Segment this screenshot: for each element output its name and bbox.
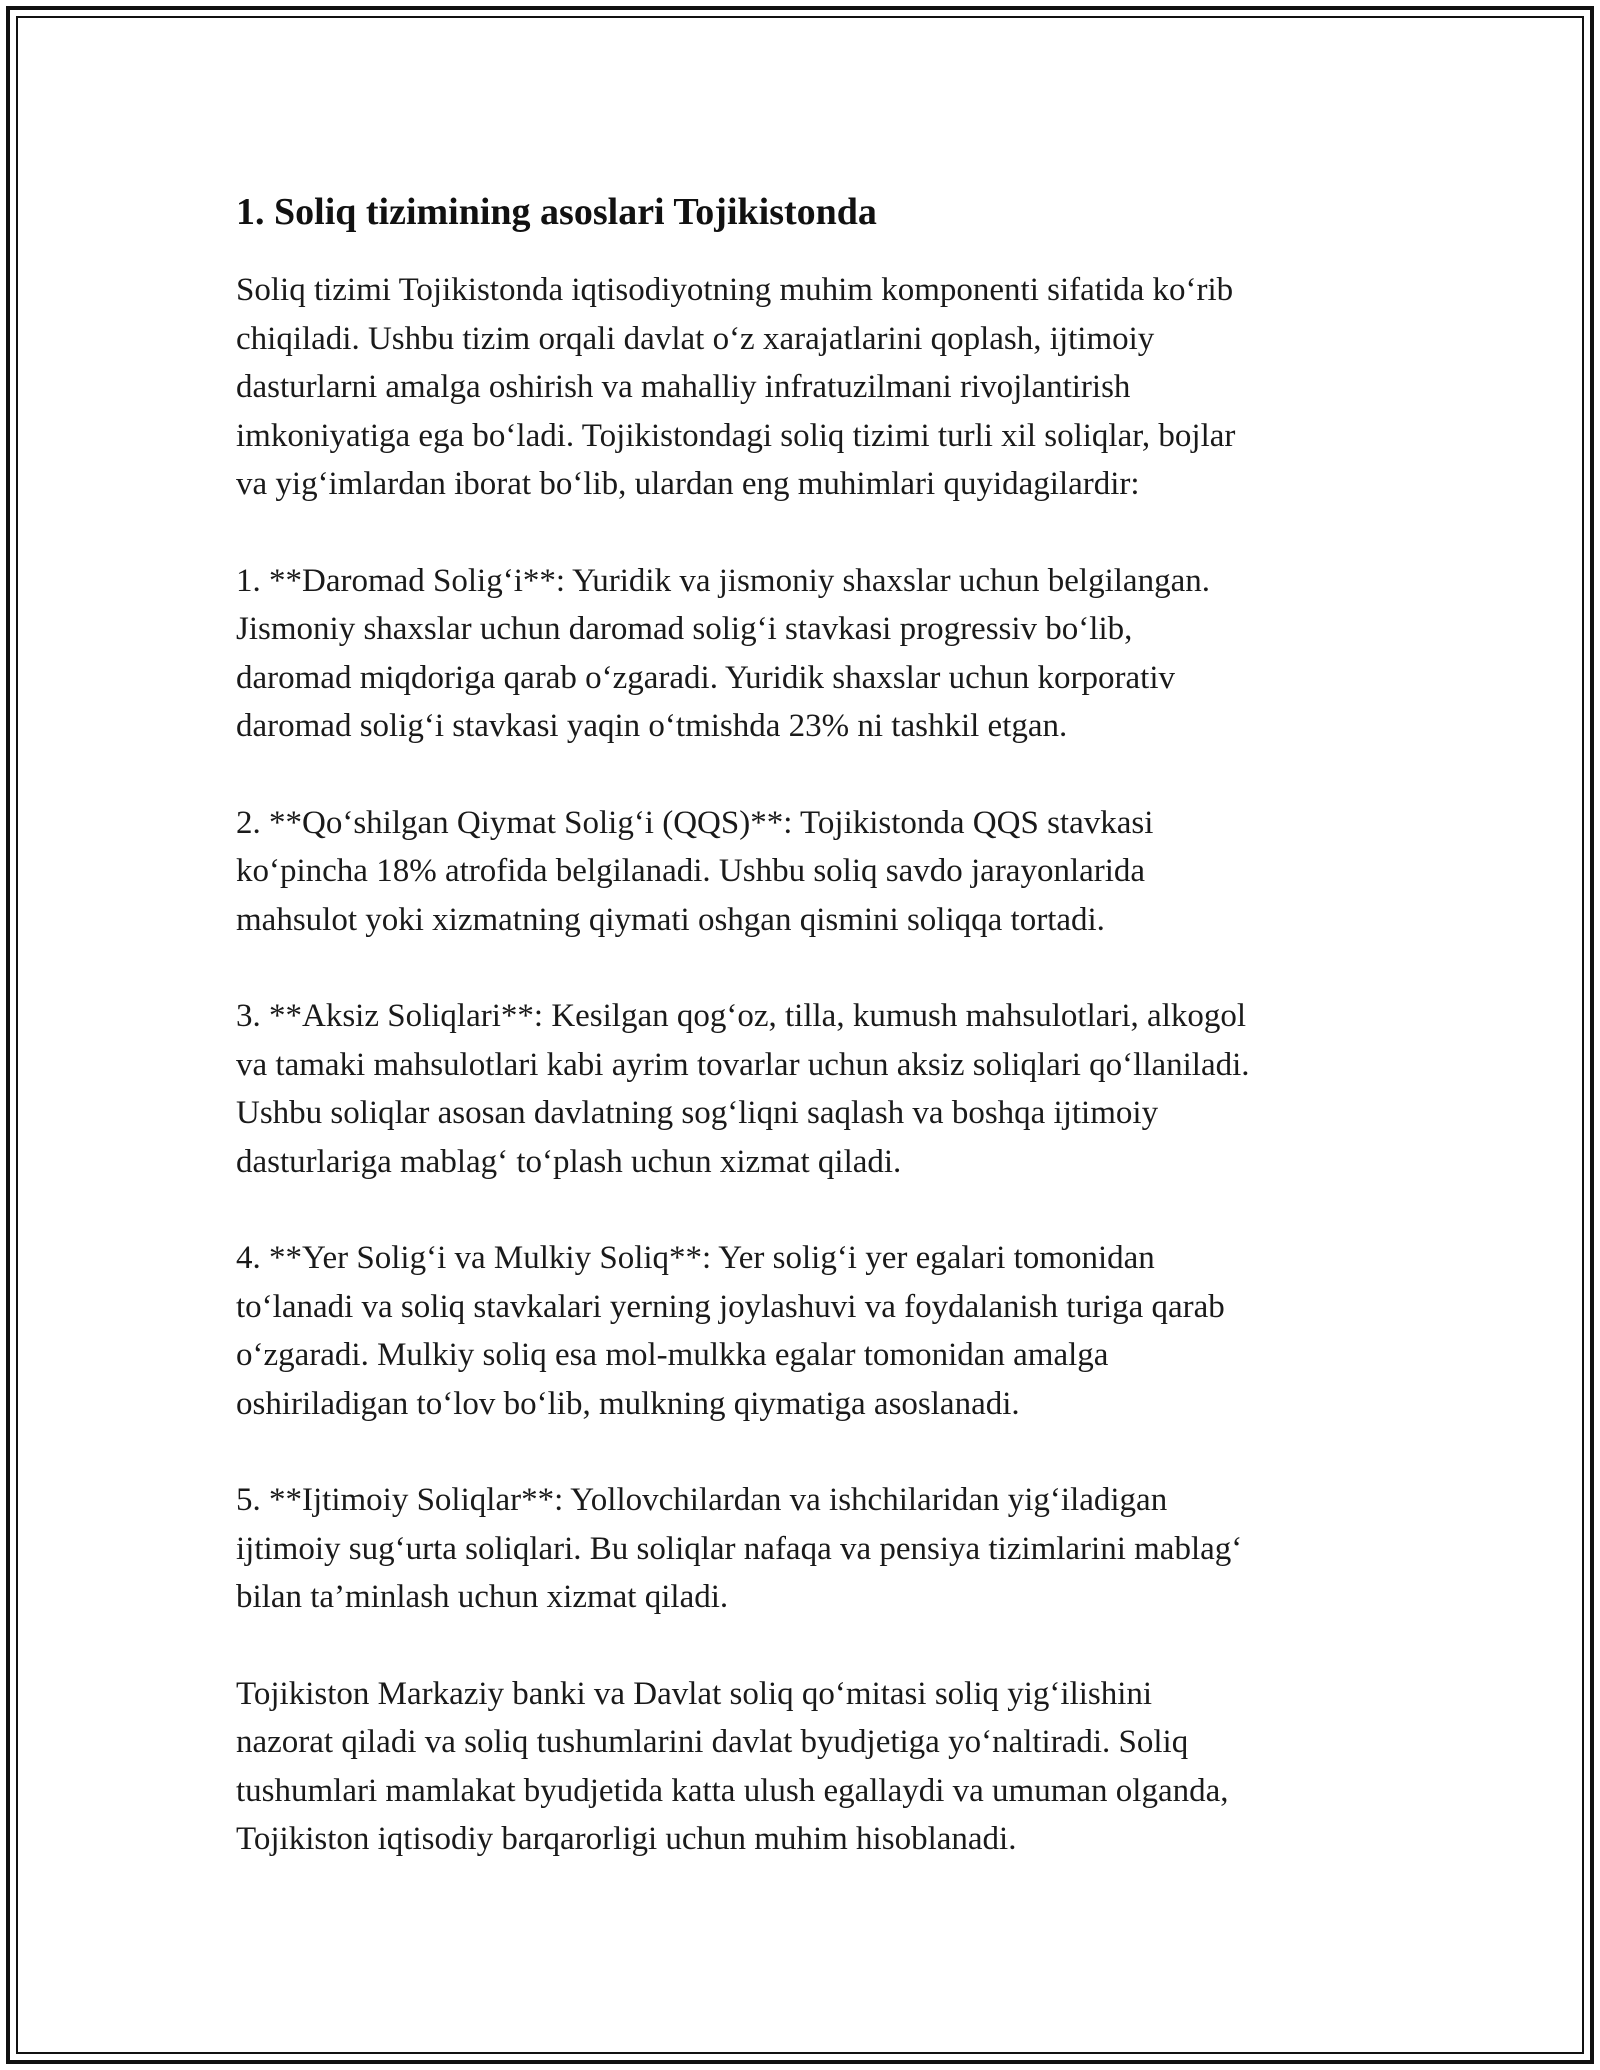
list-item-income-tax: [236, 557, 1366, 751]
list-item-social-taxes: [236, 1476, 1366, 1622]
text-line: mahsulot yoki xizmatning qiymati oshgan qismini soliqqa tortadi.: [236, 901, 1105, 938]
text-line: 3. **Aksiz Soliqlari**: Kesilgan qog‘oz, tilla, kumush mahsulotlari, alkogol: [236, 998, 1247, 1034]
list-item-vat: [236, 799, 1366, 945]
intro-paragraph: [236, 266, 1366, 509]
list-item-land-property-tax: [236, 1234, 1366, 1428]
text-line: va yig‘imlardan iborat bo‘lib, ulardan eng muhimlari quyidagilardir:: [236, 466, 1140, 502]
text-line: 4. **Yer Solig‘i va Mulkiy Soliq**: Yer solig‘i yer egalari tomonidan: [236, 1240, 1155, 1276]
text-line: Soliq tizimi Tojikistonda iqtisodiyotning muhim komponenti sifatida ko‘rib: [236, 272, 1234, 308]
text-line: dasturlariga mablag‘ to‘plash uchun xizmat qiladi.: [236, 1143, 902, 1180]
text-line: bilan ta’minlash uchun xizmat qiladi.: [236, 1579, 729, 1615]
text-line: daromad solig‘i stavkasi yaqin o‘tmishda 23% ni tashkil etgan.: [236, 708, 1068, 744]
text-line: Tojikiston iqtisodiy barqarorligi uchun muhim hisoblanadi.: [236, 1821, 1017, 1857]
text-line: ko‘pincha 18% atrofida belgilanadi. Ushbu soliq savdo jarayonlarida: [236, 853, 1146, 889]
text-line: Ushbu soliqlar asosan davlatning sog‘liqni saqlash va boshqa ijtimoiy: [236, 1095, 1159, 1131]
text-line: Tojikiston Markaziy banki va Davlat soliq qo‘mitasi soliq yig‘ilishini: [236, 1675, 1153, 1712]
text-line: 2. **Qo‘shilgan Qiymat Solig‘i (QQS)**: Tojikistonda QQS stavkasi: [236, 804, 1154, 841]
text-line: oshiriladigan to‘lov bo‘lib, mulkning qiymatiga asoslanadi.: [236, 1385, 1020, 1422]
text-line: nazorat qiladi va soliq tushumlarini davlat byudjetiga yo‘naltiradi. Soliq: [236, 1724, 1189, 1760]
document-body: [236, 186, 1366, 1912]
text-line: to‘lanadi va soliq stavkalari yerning joylashuvi va foydalanish turiga qarab: [236, 1288, 1225, 1325]
text-line: daromad miqdoriga qarab o‘zgaradi. Yuridik shaxslar uchun korporativ: [236, 659, 1175, 696]
text-line: ijtimoiy sug‘urta soliqlari. Bu soliqlar nafaqa va pensiya tizimlarini mablag‘: [236, 1530, 1243, 1567]
text-line: chiqiladi. Ushbu tizim orqali davlat o‘z xarajatlarini qoplash, ijtimoiy: [236, 320, 1155, 357]
text-line: imkoniyatiga ega bo‘ladi. Tojikistondagi soliq tizimi turli xil soliqlar, bojlar: [236, 417, 1236, 454]
text-line: va tamaki mahsulotlari kabi ayrim tovarlar uchun aksiz soliqlari qo‘llaniladi.: [236, 1046, 1250, 1083]
text-line: tushumlari mamlakat byudjetida katta ulush egallaydi va umuman olganda,: [236, 1772, 1229, 1809]
document-title: 1. Soliq tizimining asoslari Tojikistonda: [236, 191, 877, 233]
text-line: 5. **Ijtimoiy Soliqlar**: Yollovchilardan va ishchilaridan yig‘iladigan: [236, 1482, 1168, 1518]
text-line: dasturlarni amalga oshirish va mahalliy infratuzilmani rivojlantirish: [236, 369, 1131, 405]
text-line: o‘zgaradi. Mulkiy soliq esa mol-mulkka egalar tomonidan amalga: [236, 1337, 1109, 1373]
text-line: Jismoniy shaxslar uchun daromad solig‘i stavkasi progressiv bo‘lib,: [236, 611, 1133, 647]
text-line: 1. **Daromad Solig‘i**: Yuridik va jismoniy shaxslar uchun belgilangan.: [236, 562, 1210, 599]
closing-paragraph: [236, 1670, 1366, 1864]
list-item-excise-tax: [236, 992, 1366, 1186]
